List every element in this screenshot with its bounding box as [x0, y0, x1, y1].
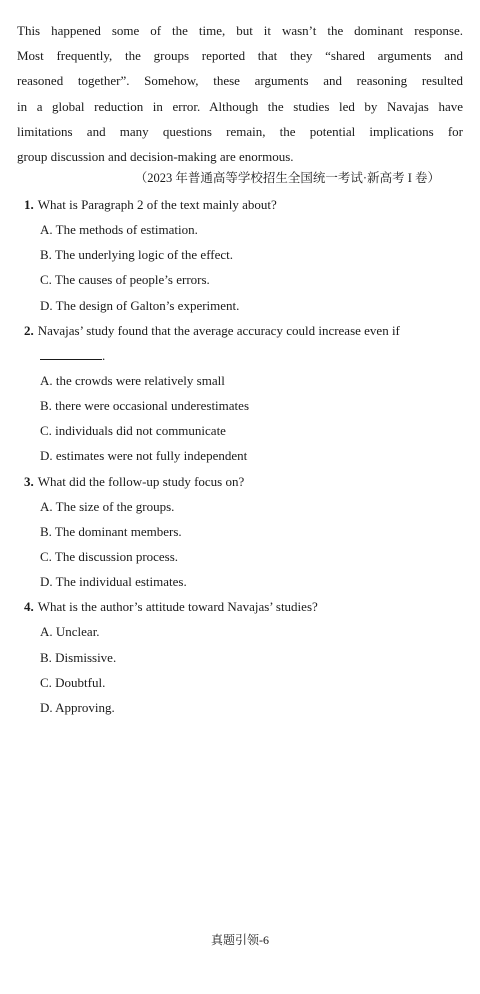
option-a: A. Unclear. — [40, 624, 100, 640]
answer-blank-line — [24, 343, 464, 368]
option-a: A. The size of the groups. — [40, 498, 175, 514]
question-text: What is the author’s attitude toward Navajas’ studies? — [37, 599, 318, 615]
passage-paragraph — [17, 18, 463, 169]
option-d: D. The individual estimates. — [40, 574, 187, 590]
option-a: A. The methods of estimation. — [40, 222, 198, 237]
question-4 — [24, 594, 464, 720]
passage-line: Most frequently, the groups reported that they “shared arguments and — [17, 48, 463, 64]
question-stem — [24, 594, 464, 619]
option-c: C. individuals did not communicate — [40, 423, 226, 439]
question-2 — [24, 318, 464, 469]
question-stem — [24, 469, 464, 494]
option-c: C. The causes of people’s errors. — [40, 272, 210, 288]
option-a: A. the crowds were relatively small — [40, 372, 225, 388]
option-c: C. Doubtful. — [40, 674, 106, 690]
option-b: B. The underlying logic of the effect. — [40, 247, 234, 263]
question-text: What did the follow-up study focus on? — [37, 473, 245, 489]
page-footer: 真题引领-6 — [211, 933, 269, 947]
question-number: 3. — [24, 473, 34, 489]
option-c: C. The discussion process. — [40, 549, 179, 565]
question-number: 4. — [24, 599, 34, 615]
passage-line: limitations and many questions remain, the potential implications for — [17, 123, 463, 139]
question-text: Navajas’ study found that the average accuracy could increase even if — [37, 322, 400, 338]
question-3 — [24, 469, 464, 595]
question-list — [24, 192, 464, 720]
question-1 — [24, 192, 464, 318]
question-number: 1. — [24, 197, 34, 212]
option-b: B. there were occasional underestimates — [40, 398, 249, 414]
blank-end-punctuation: . — [102, 347, 106, 363]
passage-line: reasoned together”. Somehow, these arguments and reasoning resulted — [17, 73, 463, 89]
passage-line: This happened some of the time, but it wasn’t the dominant response. — [17, 23, 463, 38]
option-b: B. The dominant members. — [40, 523, 182, 539]
exam-source-citation: （2023 年普通高等学校招生全国统一考试·新高考 I 卷） — [134, 171, 440, 185]
passage-line: group discussion and decision-making are enormous. — [17, 149, 294, 165]
option-d: D. Approving. — [40, 700, 115, 716]
option-d: D. The design of Galton’s experiment. — [40, 297, 240, 313]
passage-line: in a global reduction in error. Although the studies led by Navajas have — [17, 98, 463, 114]
question-stem — [24, 318, 464, 343]
question-number: 2. — [24, 322, 34, 338]
question-text: What is Paragraph 2 of the text mainly about? — [37, 197, 277, 212]
answer-blank — [40, 347, 102, 360]
question-stem — [24, 192, 464, 217]
option-b: B. Dismissive. — [40, 649, 117, 665]
option-d: D. estimates were not fully independent — [40, 448, 248, 464]
